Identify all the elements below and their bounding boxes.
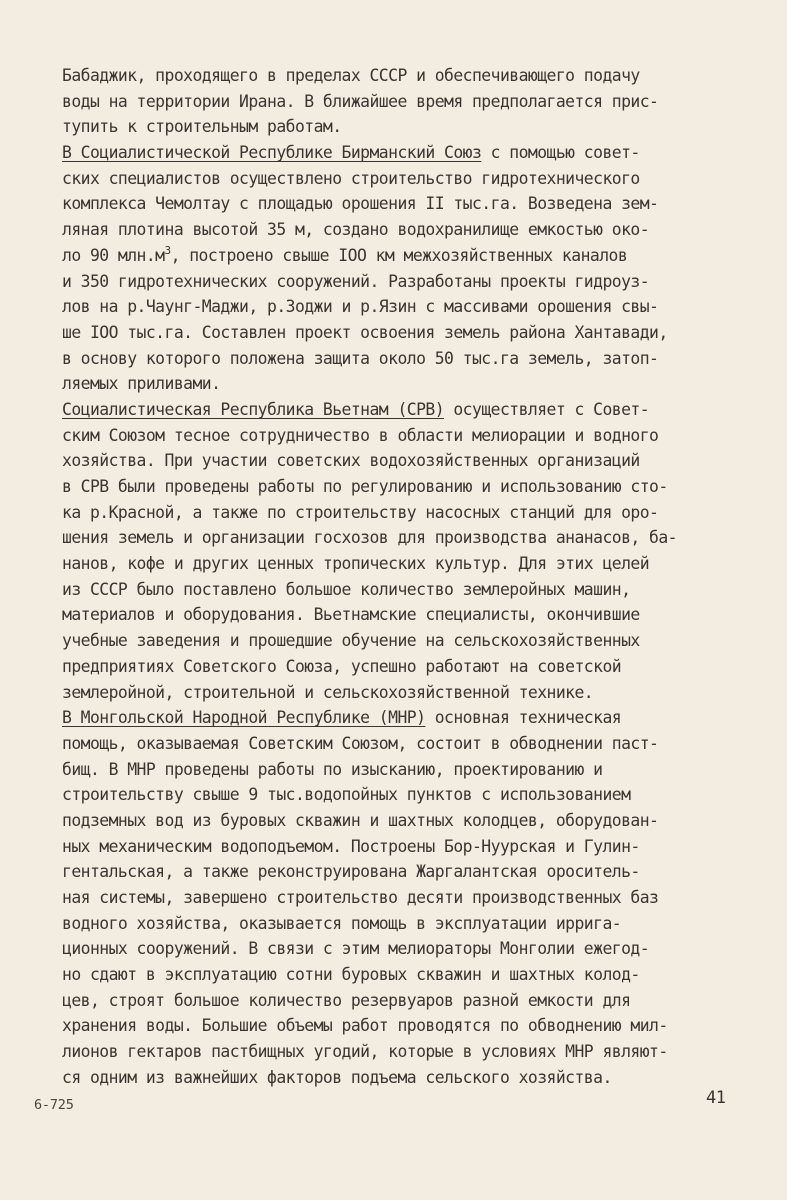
- text-fragment: ло 90 млн.м: [62, 245, 165, 265]
- text-line: и 350 гидротехнических сооружений. Разработаны проекты гидроуз-: [62, 271, 650, 291]
- text-line: шения земель и организации госхозов для производства ананасов, ба-: [62, 528, 677, 548]
- text-line: ским Союзом тесное сотрудничество в области мелиорации и водного: [62, 425, 659, 445]
- text-line: строительству свыше 9 тыс.водопойных пунктов с использованием: [62, 785, 631, 805]
- heading-burma: В Социалистической Республике Бирманский Союз: [62, 143, 482, 163]
- text-line: Бабаджик, проходящего в пределах СССР и обеспечивающего подачу: [62, 66, 640, 85]
- paragraph-mongolia-first-line: [62, 705, 752, 731]
- text-fragment: основная техническая: [425, 708, 622, 728]
- text-line: комплекса Чемолтау с площадью орошения II тыс.га. Возведена зем-: [62, 194, 659, 214]
- text-line: ше IOO тыс.га. Составлен проект освоения земель района Хантавади,: [62, 322, 668, 342]
- text-fragment: осуществляет с Совет-: [444, 399, 650, 419]
- text-line: лионов гектаров пастбищных угодий, которые в условиях МНР являют-: [62, 1042, 668, 1062]
- text-line: ляемых приливами.: [62, 374, 221, 394]
- text-line: цев, строят большое количество резервуаров разной емкости для: [62, 990, 631, 1010]
- text-line: ных механическим водоподъемом. Построены Бор-Нуурская и Гулин-: [62, 836, 640, 856]
- text-line: ная системы, завершено строительство десяти производственных баз: [62, 888, 659, 907]
- text-line: хранения воды. Большие объемы работ проводятся по обводнению мил-: [62, 1016, 668, 1036]
- text-line: нанов, кофе и других ценных тропических культур. Для этих целей: [62, 554, 650, 574]
- text-line: учебные заведения и прошедшие обучение на сельскохозяйственных: [62, 631, 640, 651]
- text-line: лов на р.Чаунг-Маджи, р.Зоджи и р.Язин с массивами орошения свы-: [62, 297, 659, 317]
- text-line: ционных сооружений. В связи с этим мелиораторы Монголии ежегод-: [62, 939, 650, 959]
- text-line: воды на территории Ирана. В ближайшее время предполагается прис-: [62, 91, 659, 111]
- heading-vietnam: Социалистическая Республика Вьетнам (СРВ): [62, 399, 445, 419]
- text-fragment: с помощью совет-: [481, 143, 640, 163]
- text-line: водного хозяйства, оказывается помощь в эксплуатации ирригa-: [62, 913, 622, 933]
- text-line: землеройной, строительной и сельскохозяйственной технике.: [62, 682, 594, 702]
- paragraph-vietnam-first-line: [62, 397, 752, 423]
- paragraph-burma-first-line: [62, 140, 752, 166]
- text-line: в основу которого положена защита около 50 тыс.га земель, затоп-: [62, 348, 659, 368]
- signature-code: 6-725: [34, 1097, 74, 1113]
- text-line: ся одним из важнейших факторов подъема сельского хозяйства.: [62, 1067, 612, 1087]
- text-line: материалов и оборудования. Вьетнамские специалисты, окончившие: [62, 605, 640, 625]
- text-line: хозяйства. При участии советских водохозяйственных организаций: [62, 451, 640, 471]
- text-line: из СССР было поставлено большое количество землеройных машин,: [62, 579, 631, 599]
- text-line: бищ. В МНР проведены работы по изысканию, проектированию и: [62, 759, 603, 779]
- text-line: тупить к строительным работам.: [62, 117, 342, 137]
- text-line: помощь, оказываемая Советским Союзом, состоит в обводнении паст-: [62, 733, 659, 753]
- text-line: ских специалистов осуществлено строительство гидротехнического: [62, 168, 640, 188]
- superscript: 3: [164, 243, 171, 257]
- text-line: но сдают в эксплуатацию сотни буровых скважин и шахтных колод-: [62, 965, 640, 985]
- text-fragment: , построено свыше IOO км межхозяйственных каналов: [170, 245, 628, 265]
- heading-mongolia: В Монгольской Народной Республике (МНР): [62, 708, 426, 728]
- text-line: гентальская, а также реконструирована Жаргалантская ороситель-: [62, 862, 640, 882]
- text-line: ка р.Красной, а также по строительству насосных станций для оро-: [62, 502, 659, 522]
- text-line: ляная плотина высотой 35 м, создано водохранилище емкостью око-: [62, 220, 650, 240]
- text-line-with-superscript: [62, 243, 752, 269]
- text-line: в СРВ были проведены работы по регулированию и использованию сто-: [62, 477, 668, 496]
- body-text: [62, 63, 752, 1091]
- text-line: подземных вод из буровых скважин и шахтных колодцев, оборудован-: [62, 810, 659, 830]
- text-line: предприятиях Советского Союза, успешно работают на советской: [62, 656, 622, 676]
- page-number: 41: [706, 1088, 726, 1108]
